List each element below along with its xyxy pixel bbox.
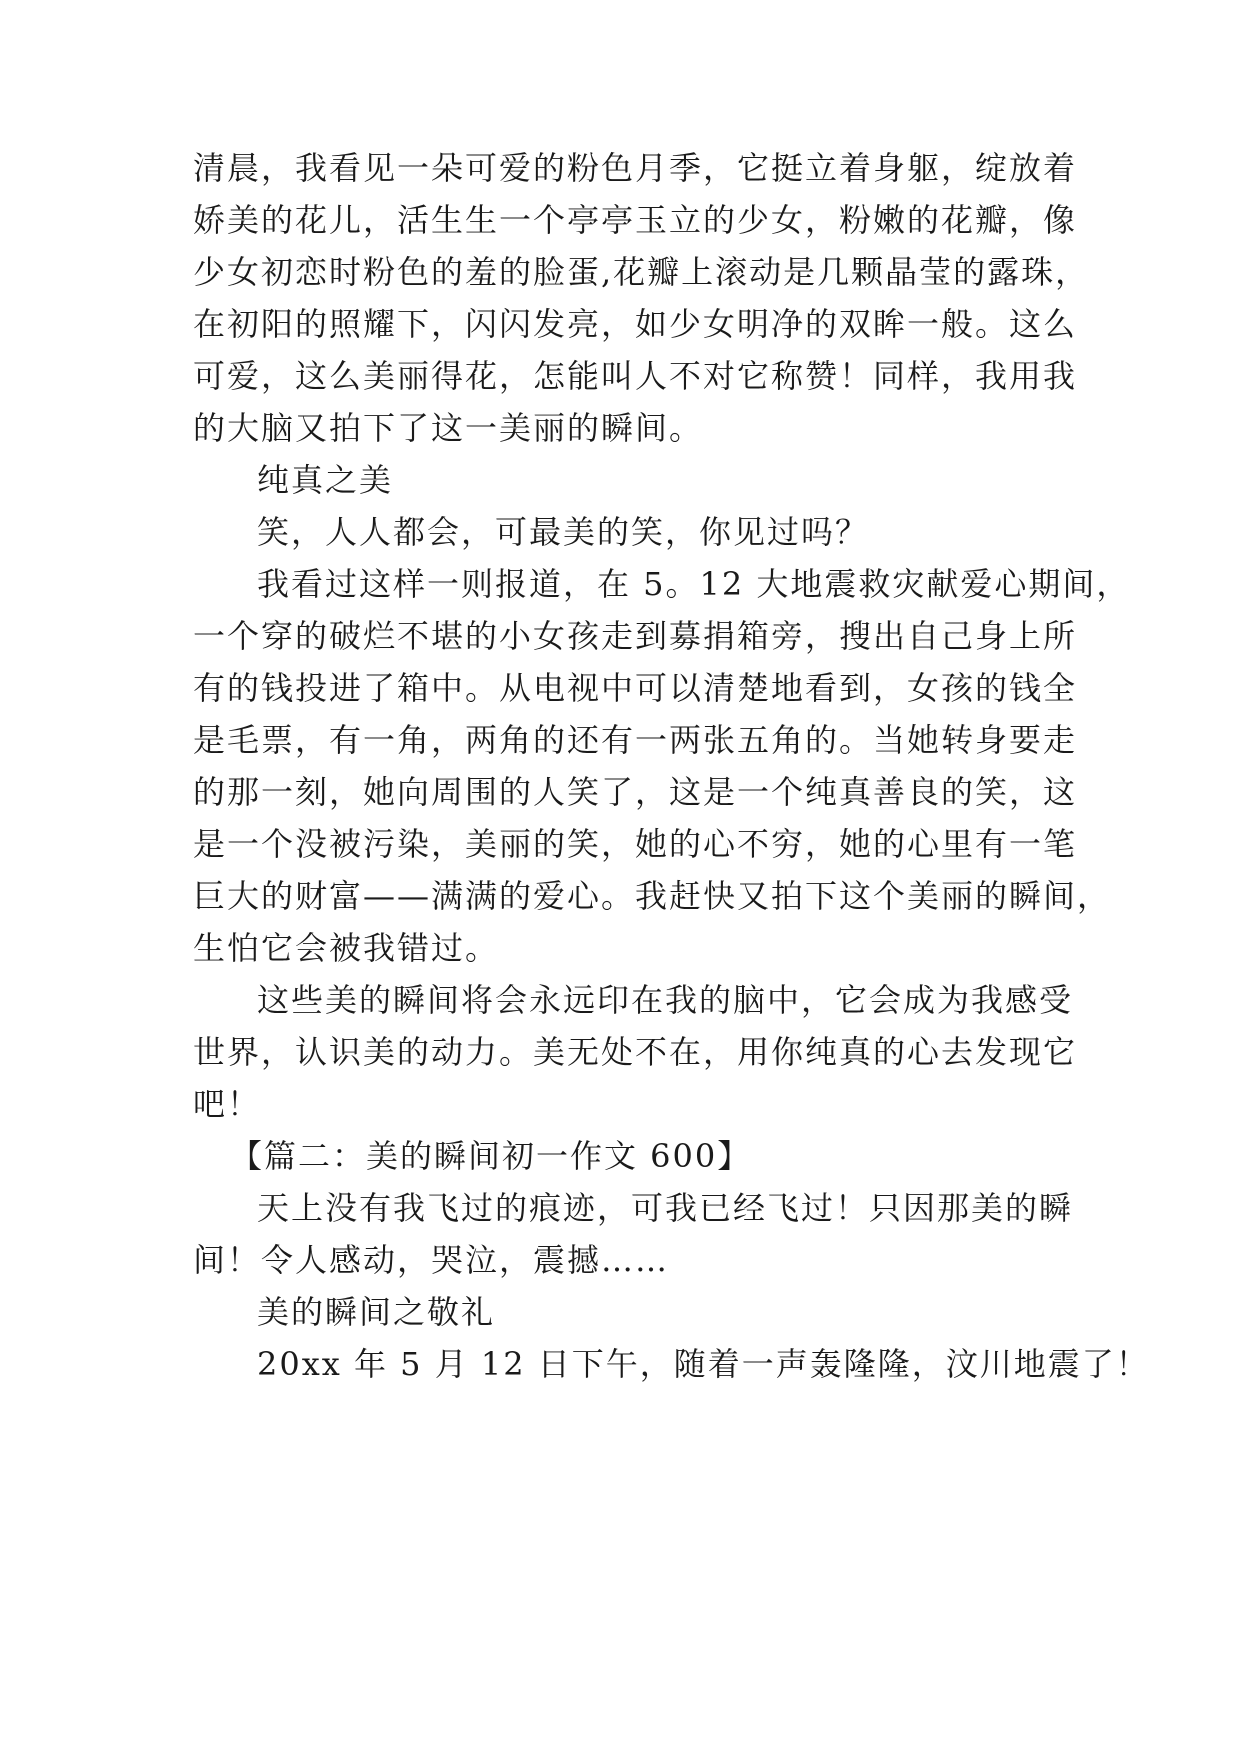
paragraph-line: 在初阳的照耀下，闪闪发亮，如少女明净的双眸一般。这么 [193,305,1078,343]
paragraph-line: 娇美的花儿，活生生一个亭亭玉立的少女，粉嫩的花瓣，像 [193,201,1078,239]
paragraph-line: 是毛票，有一角，两角的还有一两张五角的。当她转身要走 [193,721,1078,759]
paragraph-line: 间！令人感动，哭泣，震撼…… [193,1241,670,1279]
paragraph-line: 吧！ [193,1085,262,1123]
paragraph-line: 天上没有我飞过的痕迹，可我已经飞过！只因那美的瞬 [257,1189,1074,1227]
chapter-heading: 【篇二：美的瞬间初一作文 600】 [230,1137,752,1175]
paragraph-line: 我看过这样一则报道，在 5。12 大地震救灾献爱心期间， [257,565,1131,603]
paragraph-line: 一个穿的破烂不堪的小女孩走到募捐箱旁，搜出自己身上所 [193,617,1078,655]
paragraph-line: 20xx 年 5 月 12 日下午，随着一声轰隆隆，汶川地震了！ [257,1345,1150,1383]
paragraph-line: 可爱，这么美丽得花，怎能叫人不对它称赞！同样，我用我 [193,357,1078,395]
section-heading: 纯真之美 [257,461,394,499]
paragraph-line: 的大脑又拍下了这一美丽的瞬间。 [193,409,704,447]
paragraph-line: 有的钱投进了箱中。从电视中可以清楚地看到，女孩的钱全 [193,669,1078,707]
paragraph-line: 的那一刻，她向周围的人笑了，这是一个纯真善良的笑，这 [193,773,1078,811]
paragraph-line: 少女初恋时粉色的羞的脸蛋,花瓣上滚动是几颗晶莹的露珠， [193,253,1090,291]
paragraph-line: 清晨，我看见一朵可爱的粉色月季，它挺立着身躯，绽放着 [193,149,1078,187]
paragraph-line: 世界，认识美的动力。美无处不在，用你纯真的心去发现它 [193,1033,1078,1071]
paragraph-line: 笑，人人都会，可最美的笑，你见过吗？ [257,513,870,551]
paragraph-line: 这些美的瞬间将会永远印在我的脑中，它会成为我感受 [257,981,1074,1019]
paragraph-line: 生怕它会被我错过。 [193,929,500,967]
paragraph-line: 是一个没被污染，美丽的笑，她的心不穷，她的心里有一笔 [193,825,1078,863]
paragraph-line: 巨大的财富——满满的爱心。我赶快又拍下这个美丽的瞬间， [193,877,1112,915]
section-heading: 美的瞬间之敬礼 [257,1293,496,1331]
